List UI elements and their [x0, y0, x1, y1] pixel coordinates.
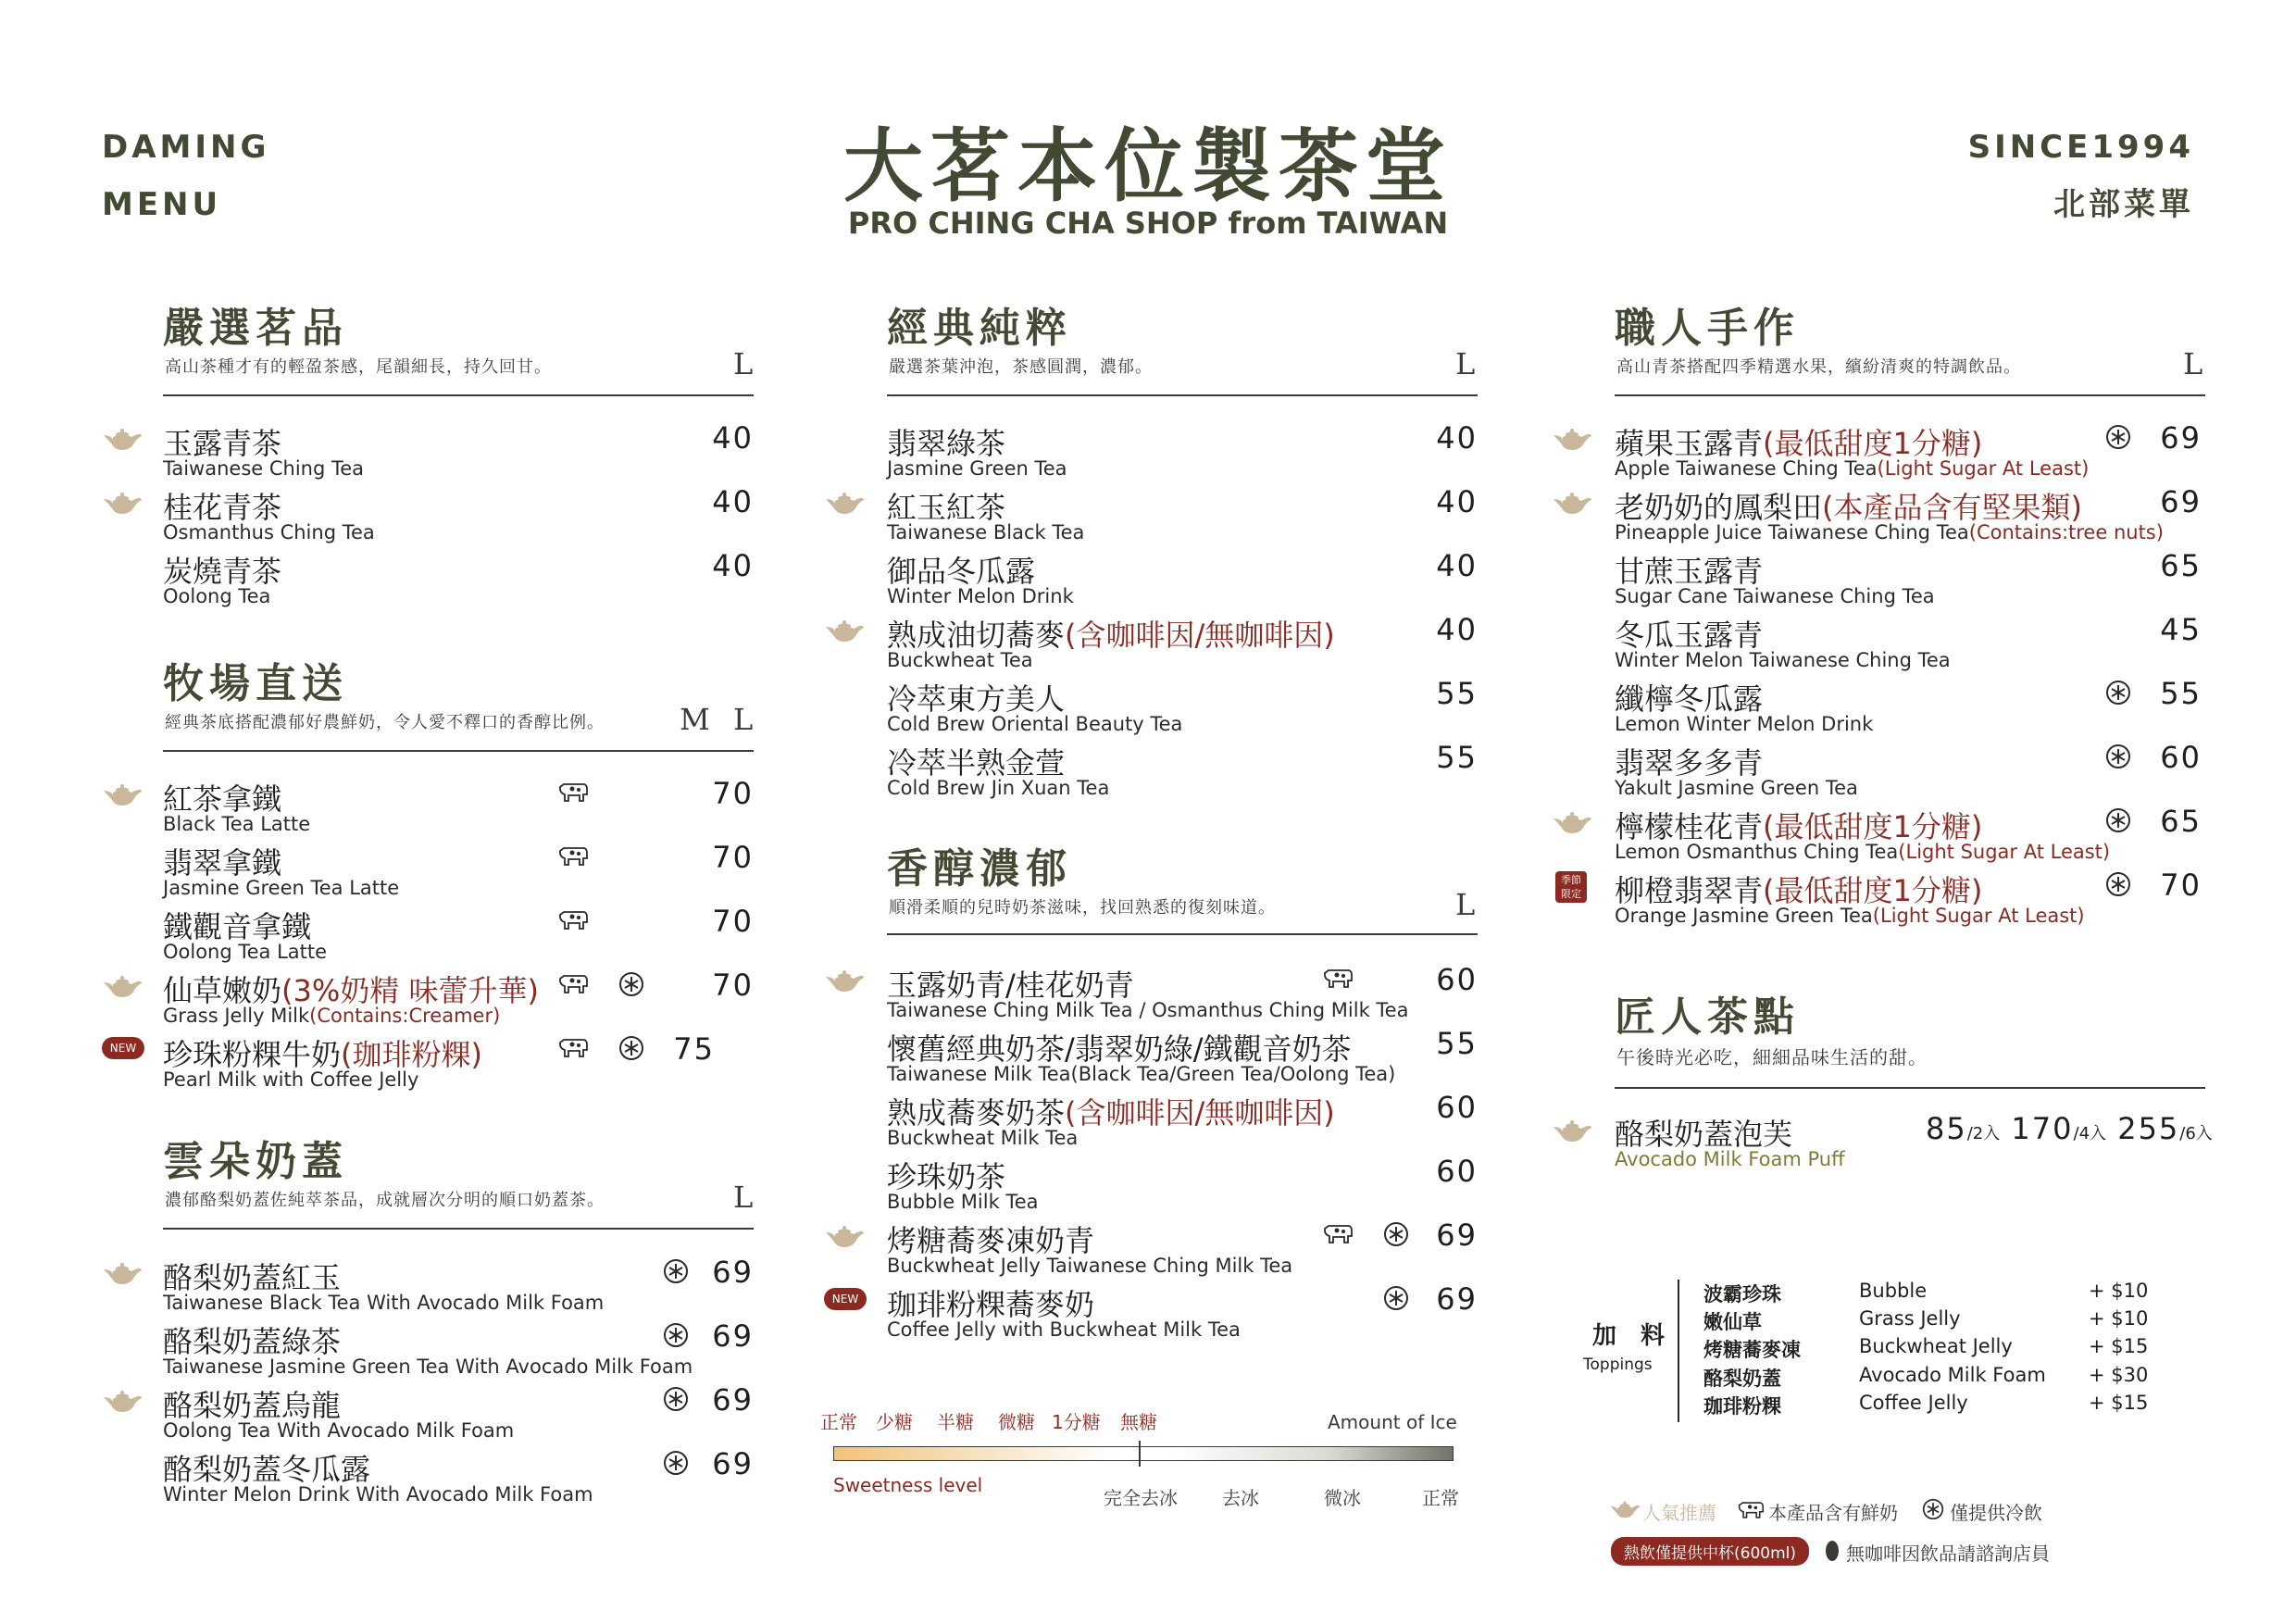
menu-item-name: 鐵觀音拿鐵 — [163, 909, 312, 944]
menu-item-english: Lemon Winter Melon Drink — [1615, 713, 1874, 735]
toppings-title-en: Toppings — [1583, 1355, 1653, 1374]
menu-item-name: 酪梨奶蓋紅玉 — [163, 1260, 342, 1295]
menu-item-english: Yakult Jasmine Green Tea — [1615, 777, 1858, 799]
popular-teapot-icon — [1552, 427, 1592, 451]
section-divider — [1615, 1087, 2205, 1089]
menu-item-note: (最低甜度1分糖) — [1763, 426, 1983, 461]
popular-teapot-icon — [102, 1389, 143, 1413]
cold-only-icon — [663, 1450, 689, 1476]
coffee-bean-icon — [1826, 1541, 1839, 1561]
puff-unit-6: /6入 — [2179, 1124, 2213, 1143]
menu-item-note: (含咖啡因/無咖啡因) — [1065, 1095, 1335, 1131]
cold-only-icon — [618, 1035, 644, 1061]
menu-item-price: 69 — [2160, 420, 2202, 456]
cold-only-icon — [1922, 1498, 1944, 1520]
menu-item-english: Oolong Tea With Avocado Milk Foam — [163, 1419, 515, 1442]
menu-item-name: 珍珠奶茶 — [887, 1159, 1006, 1194]
menu-item-name: 玉露青茶 — [163, 426, 282, 461]
topping-english: Bubble — [1859, 1280, 1928, 1302]
toppings-title: 加 料 — [1592, 1322, 1666, 1350]
menu-item-english: Taiwanese Black Tea — [887, 521, 1085, 543]
menu-item-price: 69 — [712, 1382, 754, 1418]
cold-only-icon — [1383, 1285, 1409, 1311]
cold-only-icon — [2105, 807, 2131, 833]
topping-price: + $15 — [2089, 1335, 2149, 1357]
menu-item-price: 70 — [712, 904, 754, 939]
menu-item-name: 紅玉紅茶 — [887, 490, 1006, 525]
popular-teapot-icon — [1552, 491, 1592, 515]
menu-item-name: 熟成蕎麥奶茶(含咖啡因/無咖啡因) — [887, 1095, 1335, 1131]
menu-item-price: 60 — [1436, 962, 1478, 997]
menu-item-note: (Contains:tree nuts) — [1968, 521, 2164, 543]
section-desc-ranch: 經典茶底搭配濃郁好農鮮奶，令人愛不釋口的香醇比例。 — [165, 713, 605, 732]
section-title-rich: 香醇濃郁 — [887, 845, 1072, 893]
menu-item-note: (珈琲粉粿) — [341, 1037, 482, 1072]
popular-teapot-icon — [102, 427, 143, 451]
toppings-divider — [1678, 1280, 1679, 1422]
menu-item-note: (3%奶精 味蕾升華) — [281, 973, 539, 1008]
fresh-milk-icon — [557, 973, 589, 995]
menu-item-english: Taiwanese Ching Milk Tea / Osmanthus Ching Milk Tea — [887, 999, 1409, 1021]
popular-teapot-icon — [102, 1261, 143, 1285]
menu-item-name: 紅茶拿鐵 — [163, 781, 282, 817]
brand-title: 大茗本位製茶堂 — [843, 119, 1453, 213]
topping-english: Buckwheat Jelly — [1859, 1335, 2013, 1357]
menu-item-price: 60 — [1436, 1090, 1478, 1125]
menu-item-english: Taiwanese Milk Tea(Black Tea/Green Tea/Oolong Tea) — [887, 1063, 1396, 1085]
menu-item-english: Winter Melon Taiwanese Ching Tea — [1615, 649, 1951, 671]
cold-only-icon — [2105, 871, 2131, 897]
topping-name: 酪梨奶蓋 — [1703, 1368, 1781, 1390]
topping-english: Coffee Jelly — [1859, 1392, 1968, 1414]
menu-item-note: (本產品含有堅果類) — [1822, 490, 2082, 525]
menu-item-english: Taiwanese Jasmine Green Tea With Avocado Milk Foam — [163, 1355, 693, 1378]
menu-item-english: Avocado Milk Foam Puff — [1615, 1148, 1845, 1170]
ice-level-light: 微冰 — [1324, 1487, 1361, 1509]
menu-item-price: 70 — [712, 776, 754, 811]
new-badge: NEW — [824, 1288, 867, 1310]
menu-item-note: (最低甜度1分糖) — [1763, 809, 1983, 844]
menu-item-name: 酪梨奶蓋綠茶 — [163, 1324, 342, 1359]
section-desc-classic: 嚴選茶葉沖泡，茶感圓潤，濃郁。 — [889, 357, 1153, 377]
menu-item-name: 柳橙翡翠青(最低甜度1分糖) — [1615, 873, 1983, 908]
legend-fresh-milk: 本產品含有鮮奶 — [1768, 1502, 1898, 1524]
section-title-ranch: 牧場直送 — [163, 660, 348, 707]
section-desc-cloud: 濃郁酪梨奶蓋佐純萃茶品，成就層次分明的順口奶蓋茶。 — [165, 1191, 605, 1210]
menu-item-price: 69 — [712, 1255, 754, 1290]
header-left-line1: DAMING — [102, 129, 270, 166]
topping-name: 烤糖蕎麥凍 — [1703, 1339, 1801, 1361]
menu-item-english: Oolong Tea Latte — [163, 941, 328, 963]
popular-teapot-icon — [824, 1224, 865, 1248]
menu-item-note: (Light Sugar At Least) — [1872, 905, 2085, 927]
menu-item-name: 玉露奶青/桂花奶青 — [887, 968, 1134, 1003]
menu-item-english: Bubble Milk Tea — [887, 1191, 1039, 1213]
menu-item-name: 炭燒青茶 — [163, 554, 282, 589]
menu-item-english: Winter Melon Drink — [887, 585, 1074, 607]
topping-name: 嫩仙草 — [1703, 1311, 1762, 1333]
topping-price: + $15 — [2089, 1392, 2149, 1414]
menu-item-english: Winter Melon Drink With Avocado Milk Foam — [163, 1483, 593, 1505]
menu-item-name: 冷萃半熟金萱 — [887, 745, 1066, 781]
fresh-milk-icon — [557, 909, 589, 931]
section-desc-rich: 順滑柔順的兒時奶茶滋味，找回熟悉的復刻味道。 — [889, 898, 1276, 918]
menu-item-name: 桂花青茶 — [163, 490, 282, 525]
size-label-l: L — [1455, 887, 1476, 922]
menu-item-note: (Light Sugar At Least) — [1898, 841, 2111, 863]
menu-item-price: 55 — [1436, 740, 1478, 775]
menu-item-name: 熟成油切蕎麥(含咖啡因/無咖啡因) — [887, 618, 1335, 653]
cold-only-icon — [2105, 680, 2131, 706]
cold-only-icon — [618, 971, 644, 997]
popular-teapot-icon — [824, 618, 865, 643]
menu-item-price: 40 — [1436, 484, 1478, 519]
menu-item-english: Osmanthus Ching Tea — [163, 521, 375, 543]
topping-english: Grass Jelly — [1859, 1307, 1961, 1330]
menu-item-price: 69 — [1436, 1218, 1478, 1253]
amount-ice-label: Amount of Ice — [1328, 1411, 1457, 1433]
section-title-classic: 經典純粹 — [887, 305, 1072, 352]
menu-item-english: Cold Brew Oriental Beauty Tea — [887, 713, 1183, 735]
menu-item-name: 翡翠拿鐵 — [163, 845, 282, 881]
menu-item-price: 40 — [1436, 612, 1478, 647]
menu-item-english: Grass Jelly Milk(Contains:Creamer) — [163, 1005, 501, 1027]
scale-divider — [1139, 1441, 1141, 1467]
fresh-milk-icon — [557, 845, 589, 868]
menu-item-name: 仙草嫩奶(3%奶精 味蕾升華) — [163, 973, 539, 1008]
since-label: SINCE1994 — [1967, 129, 2194, 166]
menu-item-english: Apple Taiwanese Ching Tea(Light Sugar At Least) — [1615, 457, 2090, 480]
puff-price-list — [1926, 1111, 2213, 1146]
section-desc-craft: 高山青茶搭配四季精選水果，繽紛清爽的特調飲品。 — [1616, 357, 2021, 377]
sweet-level-light: 微糖 — [998, 1411, 1035, 1433]
section-title-dessert: 匠人茶點 — [1615, 993, 1800, 1041]
menu-item-name: 蘋果玉露青(最低甜度1分糖) — [1615, 426, 1983, 461]
menu-item-price: 55 — [1436, 676, 1478, 711]
header-left-line2: MENU — [102, 186, 222, 223]
menu-item-price: 75 — [673, 1031, 715, 1067]
menu-item-english: Cold Brew Jin Xuan Tea — [887, 777, 1110, 799]
section-divider — [887, 933, 1478, 935]
gradient-bar — [833, 1446, 1454, 1461]
section-divider — [163, 1228, 754, 1230]
menu-item-price: 40 — [1436, 548, 1478, 583]
menu-item-english: Taiwanese Black Tea With Avocado Milk Foam — [163, 1292, 605, 1314]
sweet-level-half: 半糖 — [937, 1411, 974, 1433]
section-title-cloud: 雲朵奶蓋 — [163, 1138, 348, 1185]
menu-item-name: 老奶奶的鳳梨田(本產品含有堅果類) — [1615, 490, 2082, 525]
menu-item-price: 40 — [712, 484, 754, 519]
puff-unit-2: /2入 — [1966, 1124, 2001, 1143]
header-right — [1968, 119, 2194, 233]
topping-price: + $10 — [2089, 1280, 2149, 1302]
cold-only-icon — [663, 1258, 689, 1284]
popular-teapot-icon — [102, 491, 143, 515]
sweet-level-one: 1分糖 — [1052, 1411, 1101, 1433]
new-badge: NEW — [102, 1037, 144, 1059]
menu-item-price: 69 — [712, 1318, 754, 1354]
menu-item-name: 甘蔗玉露青 — [1615, 554, 1764, 589]
size-label-l: L — [733, 702, 754, 737]
menu-item-name: 御品冬瓜露 — [887, 554, 1036, 589]
size-label-l: L — [733, 346, 754, 381]
puff-price-4: 170 — [2011, 1111, 2074, 1146]
menu-item-name: 珈琲粉粿蕎麥奶 — [887, 1287, 1095, 1322]
legend-decaf-note: 無咖啡因飲品請諮詢店員 — [1846, 1543, 2050, 1565]
fresh-milk-icon — [557, 781, 589, 804]
sweet-level-normal: 正常 — [820, 1411, 857, 1433]
popular-teapot-icon — [824, 491, 865, 515]
menu-item-price: 69 — [712, 1446, 754, 1481]
menu-item-price: 65 — [2160, 548, 2202, 583]
topping-name: 波霸珍珠 — [1703, 1283, 1781, 1305]
cold-only-icon — [663, 1322, 689, 1348]
menu-item-name: 冷萃東方美人 — [887, 681, 1066, 717]
menu-item-english: Oolong Tea — [163, 585, 271, 607]
menu-item-price: 45 — [2160, 612, 2202, 647]
menu-item-name: 酪梨奶蓋泡芙 — [1615, 1117, 1793, 1152]
menu-item-price: 40 — [1436, 420, 1478, 456]
menu-item-english: Jasmine Green Tea — [887, 457, 1067, 480]
menu-item-price: 55 — [2160, 676, 2202, 711]
menu-item-name: 珍珠粉粿牛奶(珈琲粉粿) — [163, 1037, 482, 1072]
menu-item-english: Buckwheat Tea — [887, 649, 1033, 671]
menu-item-name: 翡翠多多青 — [1615, 745, 1764, 781]
menu-item-english: Lemon Osmanthus Ching Tea(Light Sugar At Least) — [1615, 841, 2111, 863]
menu-item-name: 纖檸冬瓜露 — [1615, 681, 1764, 717]
popular-teapot-icon — [102, 974, 143, 998]
menu-item-english: Buckwheat Milk Tea — [887, 1127, 1079, 1149]
popular-teapot-icon — [1552, 810, 1592, 834]
menu-item-price: 40 — [712, 548, 754, 583]
section-title-select: 嚴選茗品 — [163, 305, 348, 352]
popular-teapot-icon — [1609, 1500, 1641, 1518]
topping-price: + $10 — [2089, 1307, 2149, 1330]
topping-price: + $30 — [2089, 1364, 2149, 1386]
fresh-milk-icon — [1737, 1500, 1765, 1520]
sweetness-ice-scale — [820, 1407, 1487, 1518]
size-label-m: M — [680, 702, 710, 737]
menu-item-name: 檸檬桂花青(最低甜度1分糖) — [1615, 809, 1983, 844]
cold-only-icon — [2105, 424, 2131, 450]
menu-item-price: 40 — [712, 420, 754, 456]
menu-item-price: 69 — [2160, 484, 2202, 519]
size-label-l: L — [2183, 346, 2203, 381]
menu-item-note: (Contains:Creamer) — [309, 1005, 501, 1027]
legend-popular: 人氣推薦 — [1642, 1502, 1716, 1524]
puff-unit-4: /4入 — [2073, 1124, 2107, 1143]
section-divider — [163, 750, 754, 752]
section-divider — [163, 394, 754, 396]
sweetness-level-label: Sweetness level — [833, 1474, 983, 1496]
menu-item-note: (Light Sugar At Least) — [1877, 457, 2090, 480]
menu-item-english: Buckwheat Jelly Taiwanese Ching Milk Tea — [887, 1255, 1293, 1277]
fresh-milk-icon — [1322, 1223, 1354, 1245]
section-divider — [1615, 394, 2205, 396]
menu-item-english: Orange Jasmine Green Tea(Light Sugar At Least) — [1615, 905, 2085, 927]
topping-name: 珈琲粉粿 — [1703, 1395, 1781, 1418]
popular-teapot-icon — [102, 782, 143, 806]
menu-item-name: 冬瓜玉露青 — [1615, 618, 1764, 653]
menu-item-price: 70 — [712, 968, 754, 1003]
menu-item-note: (含咖啡因/無咖啡因) — [1065, 618, 1335, 653]
menu-item-english: Jasmine Green Tea Latte — [163, 877, 400, 899]
menu-item-english: Taiwanese Ching Tea — [163, 457, 365, 480]
fresh-milk-icon — [1322, 968, 1354, 990]
region-menu-label: 北部菜單 — [2053, 186, 2194, 223]
size-label-l: L — [733, 1180, 754, 1215]
legend-cold-only: 僅提供冷飲 — [1950, 1502, 2042, 1524]
ice-level-less: 去冰 — [1222, 1487, 1259, 1509]
menu-item-name: 酪梨奶蓋冬瓜露 — [163, 1452, 371, 1487]
menu-item-price: 70 — [712, 840, 754, 875]
toppings-box — [1574, 1276, 2222, 1433]
ice-level-normal: 正常 — [1422, 1487, 1459, 1509]
menu-item-english: Sugar Cane Taiwanese Ching Tea — [1615, 585, 1935, 607]
menu-item-name: 懷舊經典奶茶/翡翠奶綠/鐵觀音奶茶 — [887, 1031, 1352, 1067]
cold-only-icon — [2105, 743, 2131, 769]
section-divider — [887, 394, 1478, 396]
menu-item-name: 酪梨奶蓋烏龍 — [163, 1388, 342, 1423]
topping-english: Avocado Milk Foam — [1859, 1364, 2046, 1386]
sweet-level-less: 少糖 — [876, 1411, 913, 1433]
fresh-milk-icon — [557, 1037, 589, 1059]
menu-item-english: Coffee Jelly with Buckwheat Milk Tea — [887, 1318, 1241, 1341]
menu-item-price: 60 — [2160, 740, 2202, 775]
section-title-craft: 職人手作 — [1615, 305, 1800, 352]
cold-only-icon — [663, 1386, 689, 1412]
hot-drink-size-badge: 熱飲僅提供中杯(600ml) — [1611, 1537, 1809, 1566]
puff-price-2: 85 — [1926, 1111, 1967, 1146]
popular-teapot-icon — [824, 968, 865, 993]
menu-item-price: 55 — [1436, 1026, 1478, 1061]
ice-level-none: 完全去冰 — [1104, 1487, 1178, 1509]
menu-item-price: 69 — [1436, 1281, 1478, 1317]
menu-item-price: 70 — [2160, 868, 2202, 903]
menu-item-note: (最低甜度1分糖) — [1763, 873, 1983, 908]
menu-item-name: 翡翠綠茶 — [887, 426, 1006, 461]
puff-price-6: 255 — [2117, 1111, 2180, 1146]
menu-item-english: Black Tea Latte — [163, 813, 311, 835]
section-desc-dessert: 午後時光必吃，細細品味生活的甜。 — [1616, 1046, 1928, 1068]
size-label-l: L — [1455, 346, 1476, 381]
brand-subtitle: PRO CHING CHA SHOP from TAIWAN — [847, 206, 1449, 241]
sweet-level-none: 無糖 — [1120, 1411, 1157, 1433]
menu-item-english: Pineapple Juice Taiwanese Ching Tea(Contains:tree nuts) — [1615, 521, 2164, 543]
menu-item-name: 烤糖蕎麥凍奶青 — [887, 1223, 1095, 1258]
menu-item-price: 60 — [1436, 1154, 1478, 1189]
popular-teapot-icon — [1552, 1118, 1592, 1143]
section-desc-select: 高山茶種才有的輕盈茶感，尾韻細長，持久回甘。 — [165, 357, 552, 377]
cold-only-icon — [1383, 1221, 1409, 1247]
menu-item-price: 65 — [2160, 804, 2202, 839]
seasonal-badge: 季節 限定 — [1555, 871, 1587, 903]
menu-item-english: Pearl Milk with Coffee Jelly — [163, 1068, 419, 1091]
